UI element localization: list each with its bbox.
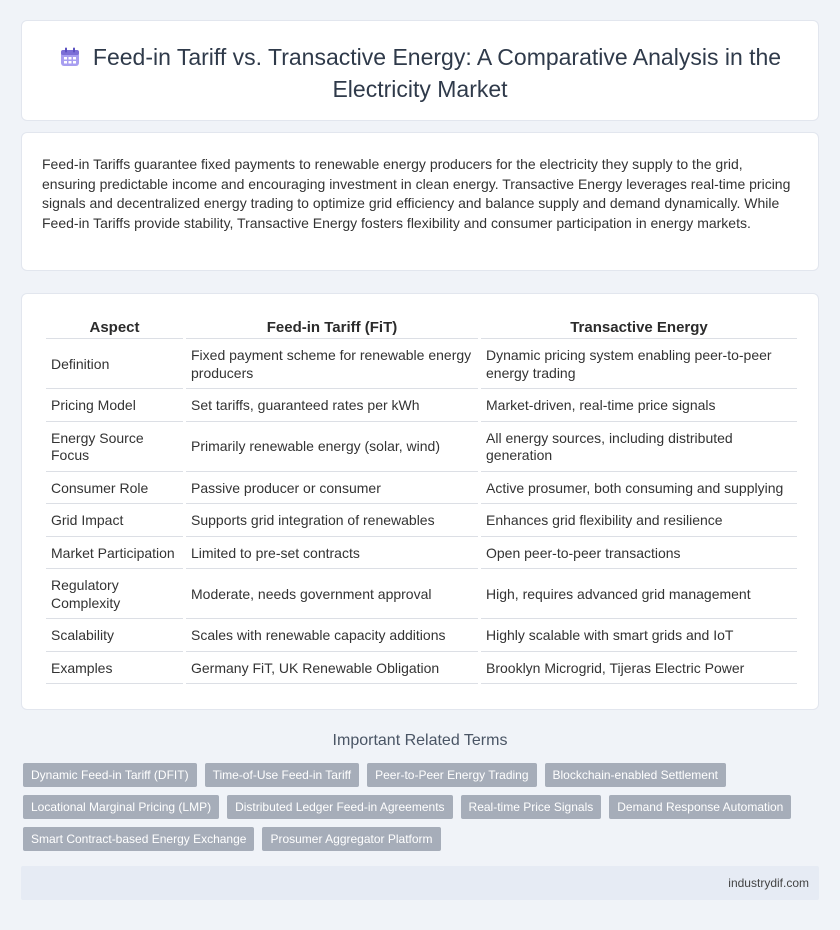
related-term-tag[interactable]: Locational Marginal Pricing (LMP) — [23, 795, 219, 819]
table-header-row — [46, 316, 797, 339]
cell-feed-in-tariff: Fixed payment scheme for renewable energy producers — [186, 341, 478, 389]
footer-site: industrydif.com — [728, 876, 809, 890]
cell-transactive-energy: Brooklyn Microgrid, Tijeras Electric Power — [481, 654, 797, 685]
cell-transactive-energy: High, requires advanced grid management — [481, 571, 797, 619]
table-row — [46, 621, 797, 652]
cell-aspect: Consumer Role — [46, 474, 183, 505]
cell-transactive-energy: All energy sources, including distributed generation — [481, 424, 797, 472]
cell-aspect: Pricing Model — [46, 391, 183, 422]
related-terms-list — [23, 763, 803, 851]
cell-transactive-energy: Dynamic pricing system enabling peer-to-peer energy trading — [481, 341, 797, 389]
cell-transactive-energy: Open peer-to-peer transactions — [481, 539, 797, 570]
table-row — [46, 506, 797, 537]
cell-aspect: Regulatory Complexity — [46, 571, 183, 619]
calendar-icon — [59, 46, 81, 75]
related-term-tag[interactable]: Distributed Ledger Feed-in Agreements — [227, 795, 452, 819]
header-feed-in-tariff: Feed-in Tariff (FiT) — [186, 316, 478, 339]
table-row — [46, 474, 797, 505]
comparison-table-card — [21, 293, 819, 710]
footer — [21, 866, 819, 900]
intro-paragraph: Feed-in Tariffs guarantee fixed payments to renewable energy producers for the electricity they supply to the grid, ensuring predictable income and encouraging investment in clean energy. Transactive Energy leverages real-time pricing signals and decentralized energy trading to optimize grid efficiency and balance supply and demand dynamically. While Feed-in Tariffs provide stability, Transactive Energy fosters flexibility and consumer participation in energy markets. — [42, 156, 791, 231]
cell-transactive-energy: Highly scalable with smart grids and IoT — [481, 621, 797, 652]
page-title-text: Feed-in Tariff vs. Transactive Energy: A Comparative Analysis in the Electricity Market — [92, 44, 782, 102]
header-aspect: Aspect — [46, 316, 183, 339]
cell-aspect: Scalability — [46, 621, 183, 652]
related-term-tag[interactable]: Peer-to-Peer Energy Trading — [367, 763, 536, 787]
table-body — [46, 341, 797, 684]
cell-feed-in-tariff: Supports grid integration of renewables — [186, 506, 478, 537]
table-row — [46, 391, 797, 422]
cell-aspect: Grid Impact — [46, 506, 183, 537]
table-row — [46, 424, 797, 472]
cell-feed-in-tariff: Moderate, needs government approval — [186, 571, 478, 619]
comparison-table — [43, 314, 800, 686]
cell-feed-in-tariff: Germany FiT, UK Renewable Obligation — [186, 654, 478, 685]
header-transactive-energy: Transactive Energy — [481, 316, 797, 339]
table-row — [46, 341, 797, 389]
intro-card — [21, 132, 819, 271]
cell-aspect: Definition — [46, 341, 183, 389]
cell-aspect: Examples — [46, 654, 183, 685]
cell-transactive-energy: Market-driven, real-time price signals — [481, 391, 797, 422]
related-term-tag[interactable]: Real-time Price Signals — [461, 795, 602, 819]
related-term-tag[interactable]: Demand Response Automation — [609, 795, 791, 819]
cell-aspect: Market Participation — [46, 539, 183, 570]
page-title — [22, 43, 818, 104]
cell-aspect: Energy Source Focus — [46, 424, 183, 472]
cell-transactive-energy: Active prosumer, both consuming and supplying — [481, 474, 797, 505]
table-row — [46, 571, 797, 619]
related-term-tag[interactable]: Smart Contract-based Energy Exchange — [23, 827, 254, 851]
table-row — [46, 539, 797, 570]
cell-feed-in-tariff: Set tariffs, guaranteed rates per kWh — [186, 391, 478, 422]
table-row — [46, 654, 797, 685]
cell-feed-in-tariff: Limited to pre-set contracts — [186, 539, 478, 570]
cell-feed-in-tariff: Primarily renewable energy (solar, wind) — [186, 424, 478, 472]
cell-feed-in-tariff: Passive producer or consumer — [186, 474, 478, 505]
cell-transactive-energy: Enhances grid flexibility and resilience — [481, 506, 797, 537]
related-term-tag[interactable]: Blockchain-enabled Settlement — [545, 763, 726, 787]
cell-feed-in-tariff: Scales with renewable capacity additions — [186, 621, 478, 652]
related-term-tag[interactable]: Dynamic Feed-in Tariff (DFIT) — [23, 763, 197, 787]
related-terms-heading: Important Related Terms — [332, 732, 508, 749]
title-card — [21, 20, 819, 121]
related-term-tag[interactable]: Prosumer Aggregator Platform — [262, 827, 440, 851]
related-term-tag[interactable]: Time-of-Use Feed-in Tariff — [205, 763, 360, 787]
